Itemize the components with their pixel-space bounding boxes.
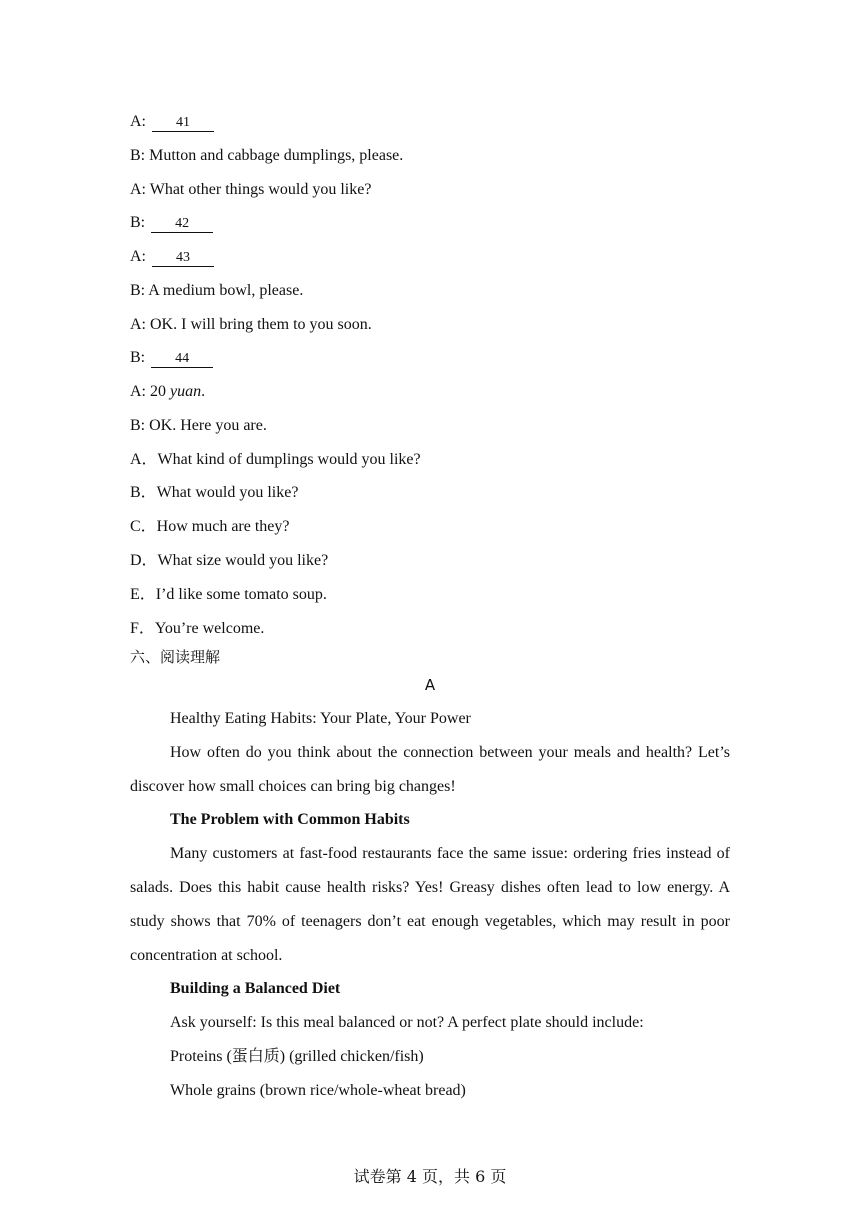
- option-f: F．You’re welcome.: [130, 620, 265, 637]
- dialogue-line: B: Mutton and cabbage dumplings, please.: [130, 147, 404, 164]
- blank-41: 41: [152, 115, 214, 132]
- dialogue-line: A: What other things would you like?: [130, 181, 372, 198]
- blank-43: 43: [152, 250, 214, 267]
- heading-balanced-diet: Building a Balanced Diet: [170, 980, 341, 997]
- dialogue-line-41: [130, 112, 214, 132]
- passage-title: Healthy Eating Habits: Your Plate, Your Power: [170, 710, 471, 727]
- dialogue-line: B: OK. Here you are.: [130, 417, 267, 434]
- balanced-line-3: Whole grains (brown rice/whole-wheat bread): [170, 1082, 466, 1099]
- speaker-label: B:: [130, 349, 146, 366]
- paragraph-1: How often do you think about the connection between your meals and health? Let’s discover how small choices can bring big changes!: [130, 744, 730, 795]
- section-title: 六、阅读理解: [130, 648, 221, 666]
- balanced-line-1: Ask yourself: Is this meal balanced or not? A perfect plate should include:: [170, 1014, 644, 1031]
- heading-problem: The Problem with Common Habits: [170, 811, 410, 828]
- option-a: A．What kind of dumplings would you like?: [130, 451, 421, 468]
- dialogue-line-43: [130, 247, 214, 267]
- dialogue-line: B: A medium bowl, please.: [130, 282, 304, 299]
- dialogue-line: [130, 382, 205, 402]
- dialogue-line-42: [130, 213, 213, 233]
- dialogue-text: .: [201, 383, 206, 400]
- speaker-label: B:: [130, 214, 146, 231]
- blank-44: 44: [151, 351, 213, 368]
- dialogue-italic: yuan: [170, 383, 202, 400]
- option-d: D．What size would you like?: [130, 552, 329, 569]
- dialogue-line-44: [130, 348, 213, 368]
- paragraph-2: Many customers at fast-food restaurants face the same issue: ordering fries instead of salads. Does this habit cause health risks? Yes! Greasy dishes often lead to low energy. A study shows that 70% of teenagers don’t eat enough vegetables, which may result in poor concentration at school.: [130, 845, 730, 964]
- option-e: E．I’d like some tomato soup.: [130, 586, 327, 603]
- dialogue-line: A: OK. I will bring them to you soon.: [130, 316, 372, 333]
- speaker-label: A:: [130, 248, 146, 265]
- option-c: C．How much are they?: [130, 518, 290, 535]
- dialogue-text: A: 20: [130, 383, 170, 400]
- page-footer: 试卷第 4 页，共 6 页: [353, 1167, 507, 1186]
- balanced-line-2: Proteins (蛋白质) (grilled chicken/fish): [170, 1048, 424, 1065]
- passage-letter: A: [424, 676, 436, 694]
- option-b: B．What would you like?: [130, 484, 299, 501]
- blank-42: 42: [151, 216, 213, 233]
- speaker-label: A:: [130, 113, 146, 130]
